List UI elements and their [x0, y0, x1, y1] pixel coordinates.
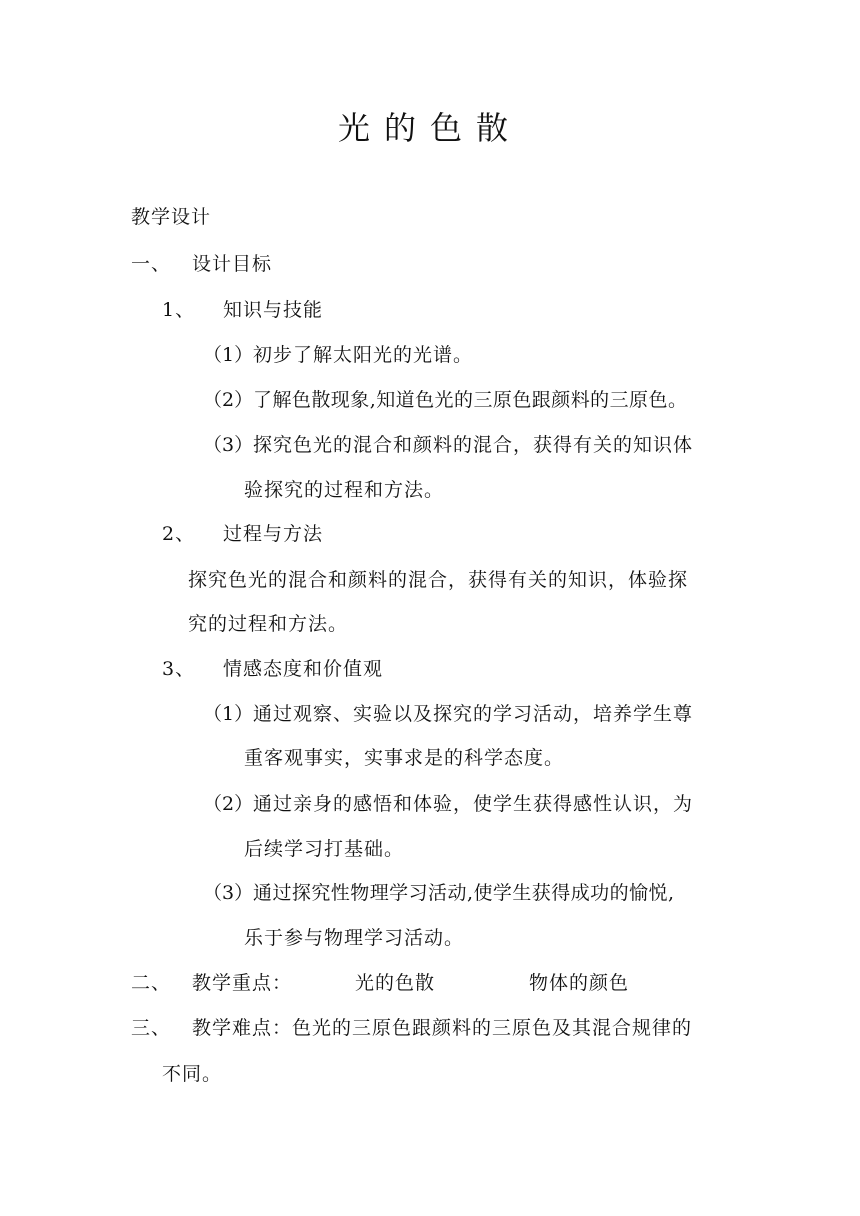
section-2-marker: 二、 [131, 972, 172, 994]
item-continuation: 验探究的过程和方法。 [244, 479, 445, 501]
paragraph-line: 究的过程和方法。 [188, 613, 349, 635]
item-text: 探究色光的混合和颜料的混合，获得有关的知识体 [253, 434, 694, 456]
item-text: 通过亲身的感悟和体验，使学生获得感性认识，为 [253, 793, 694, 815]
item-marker: （1） [203, 703, 254, 725]
section-3-text: 教学难点：色光的三原色跟颜料的三原色及其混合规律的 [192, 1017, 693, 1039]
subsection-2-marker: 2、 [162, 523, 196, 545]
section-1-marker: 一、 [131, 253, 172, 275]
item-text: 了解色散现象,知道色光的三原色跟颜料的三原色。 [253, 389, 688, 411]
subsection-1-marker: 1、 [162, 299, 196, 321]
key-point: 物体的颜色 [529, 972, 630, 994]
document-title: 光的色散 [337, 109, 522, 147]
item-continuation: 重客观事实，实事求是的科学态度。 [244, 747, 565, 769]
section-2-label: 教学重点： [192, 972, 293, 994]
item-marker: （3） [203, 882, 254, 904]
item-marker: （2） [203, 389, 254, 411]
item-marker: （3） [203, 434, 254, 456]
subsection-3-marker: 3、 [162, 658, 196, 680]
paragraph-line: 探究色光的混合和颜料的混合，获得有关的知识，体验探 [188, 569, 689, 591]
document-subtitle: 教学设计 [131, 206, 212, 228]
subsection-1-heading: 知识与技能 [223, 299, 324, 321]
item-marker: （1） [203, 344, 254, 366]
section-3-text-continuation: 不同。 [162, 1063, 223, 1085]
item-text: 初步了解太阳光的光谱。 [253, 344, 474, 366]
item-text: 通过探究性物理学习活动,使学生获得成功的愉悦, [253, 882, 675, 904]
item-marker: （2） [203, 793, 254, 815]
item-continuation: 乐于参与物理学习活动。 [244, 927, 465, 949]
item-text: 通过观察、实验以及探究的学习活动，培养学生尊 [253, 703, 694, 725]
key-point: 光的色散 [355, 972, 436, 994]
subsection-2-heading: 过程与方法 [223, 523, 324, 545]
subsection-3-heading: 情感态度和价值观 [223, 658, 384, 680]
item-continuation: 后续学习打基础。 [244, 838, 405, 860]
section-3-marker: 三、 [131, 1017, 172, 1039]
section-1-heading: 设计目标 [192, 253, 273, 275]
